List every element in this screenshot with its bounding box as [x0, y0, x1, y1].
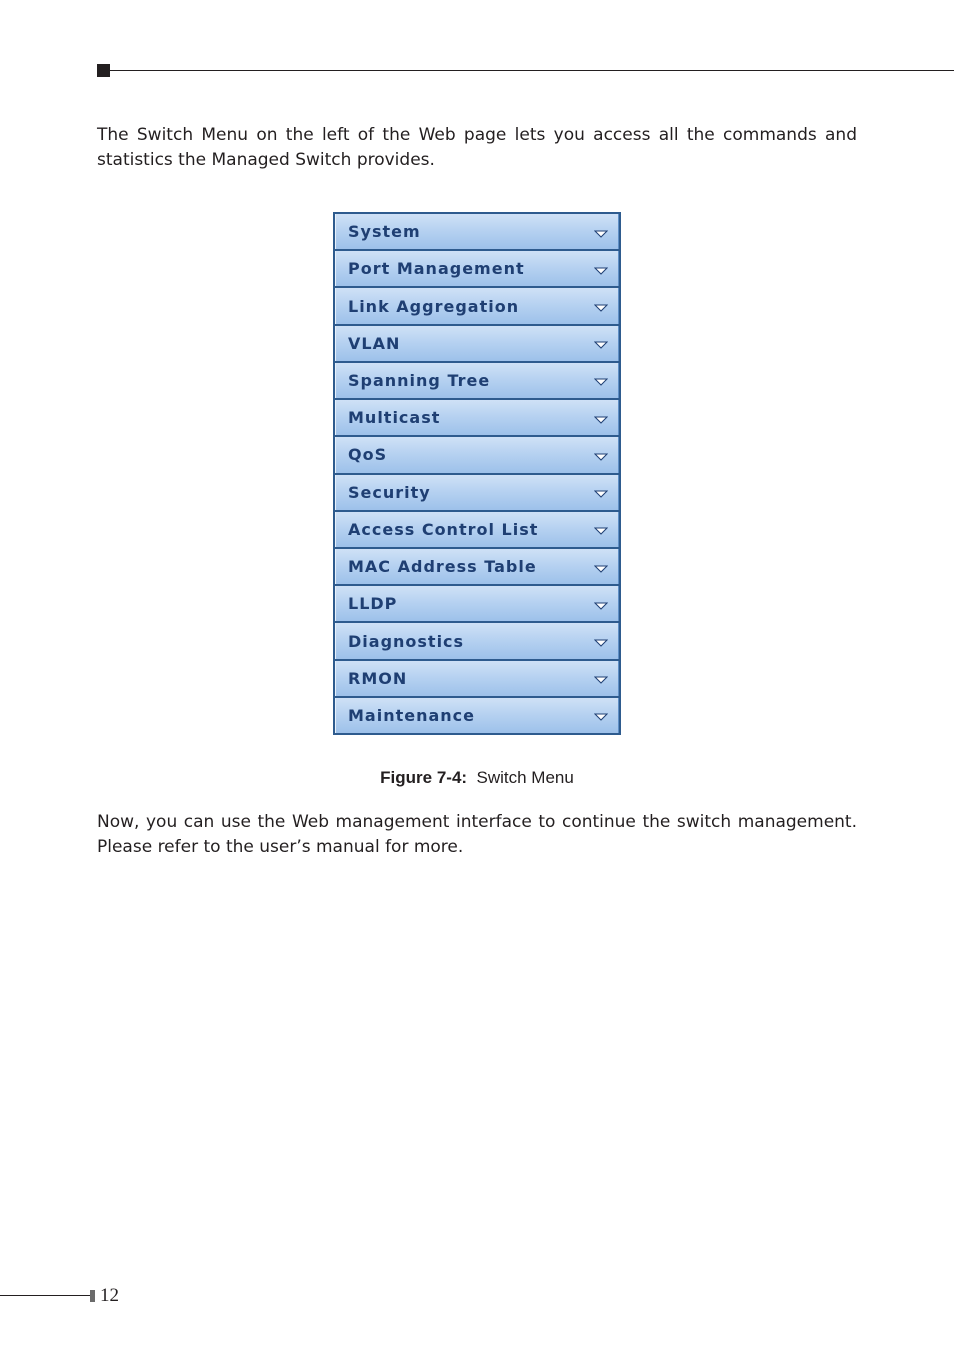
chevron-down-icon[interactable] [594, 230, 608, 238]
switch-menu [333, 212, 621, 735]
menu-item-diagnostics[interactable] [335, 623, 619, 658]
chevron-down-icon[interactable] [594, 453, 608, 461]
chevron-down-icon[interactable] [594, 639, 608, 647]
menu-item-mac-address-table[interactable] [335, 549, 619, 584]
menu-item-multicast[interactable] [335, 400, 619, 435]
menu-item-label: QoS [348, 445, 388, 465]
figure-caption-label: Figure 7-4: [380, 768, 468, 787]
footer-marker [90, 1290, 95, 1302]
menu-item-link-aggregation[interactable] [335, 288, 619, 323]
figure-caption [0, 767, 954, 789]
menu-item-label: Diagnostics [348, 631, 465, 651]
menu-item-label: Security [348, 482, 431, 502]
chevron-down-icon[interactable] [594, 713, 608, 721]
footer-rule [0, 1295, 90, 1296]
header-rule [110, 70, 954, 71]
menu-item-label: Port Management [348, 259, 525, 279]
chevron-down-icon[interactable] [594, 416, 608, 424]
chevron-down-icon[interactable] [594, 378, 608, 386]
chevron-down-icon[interactable] [594, 267, 608, 275]
menu-item-label: MAC Address Table [348, 557, 537, 577]
menu-item-spanning-tree[interactable] [335, 363, 619, 398]
menu-item-label: Access Control List [348, 519, 539, 539]
menu-item-maintenance[interactable] [335, 698, 619, 733]
menu-item-label: Spanning Tree [348, 370, 491, 390]
menu-item-label: LLDP [348, 594, 398, 614]
chevron-down-icon[interactable] [594, 304, 608, 312]
header-marker [97, 64, 110, 77]
menu-item-label: System [348, 222, 421, 242]
menu-item-vlan[interactable] [335, 326, 619, 361]
menu-item-label: Multicast [348, 408, 441, 428]
outro-paragraph: Now, you can use the Web management interface to continue the switch management. Please refer to the user’s manual for more. [97, 812, 857, 857]
menu-item-port-management[interactable] [335, 251, 619, 286]
page-number: 12 [100, 1285, 119, 1306]
menu-item-qos[interactable] [335, 437, 619, 472]
menu-item-rmon[interactable] [335, 661, 619, 696]
menu-item-label: VLAN [348, 333, 401, 353]
menu-item-system[interactable] [335, 214, 619, 249]
menu-item-label: Maintenance [348, 705, 476, 725]
chevron-down-icon[interactable] [594, 527, 608, 535]
menu-item-label: Link Aggregation [348, 296, 520, 316]
chevron-down-icon[interactable] [594, 565, 608, 573]
menu-item-label: RMON [348, 668, 408, 688]
chevron-down-icon[interactable] [594, 602, 608, 610]
menu-item-lldp[interactable] [335, 586, 619, 621]
figure-caption-text: Switch Menu [476, 768, 574, 787]
intro-paragraph: The Switch Menu on the left of the Web page lets you access all the commands and statistics the Managed Switch provides. [97, 125, 857, 170]
menu-item-security[interactable] [335, 475, 619, 510]
chevron-down-icon[interactable] [594, 676, 608, 684]
menu-item-access-control-list[interactable] [335, 512, 619, 547]
chevron-down-icon[interactable] [594, 341, 608, 349]
chevron-down-icon[interactable] [594, 490, 608, 498]
